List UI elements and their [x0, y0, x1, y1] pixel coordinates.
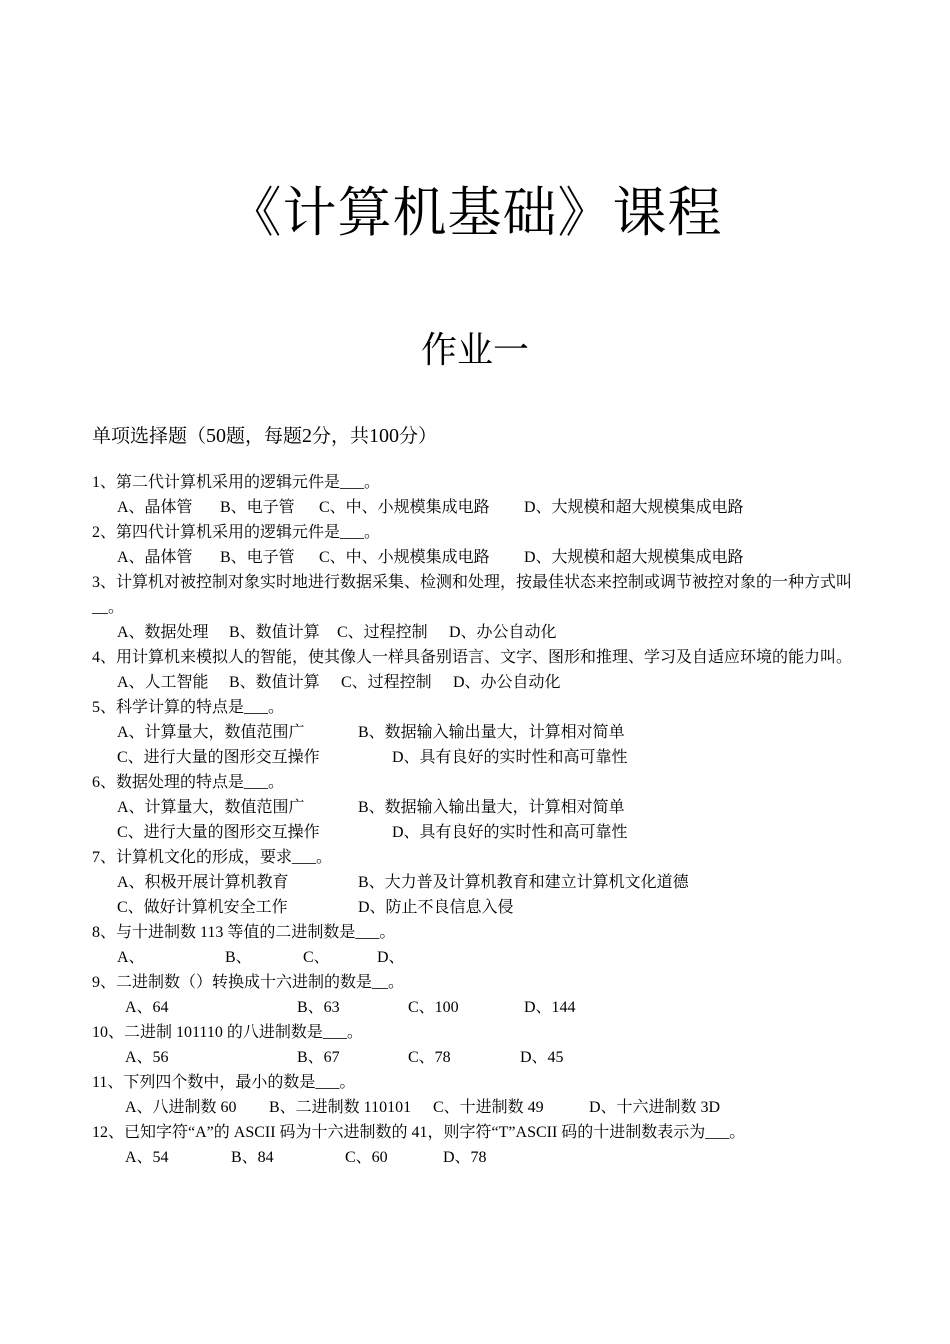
question-10-options — [92, 1045, 852, 1070]
question-5-options-row2 — [92, 745, 852, 770]
question-5: 5、科学计算的特点是___。 — [92, 699, 285, 716]
question-6-options-row2 — [92, 820, 852, 845]
option-a: A、64 — [125, 999, 169, 1016]
option-d: D、45 — [520, 1049, 564, 1066]
question-2: 2、第四代计算机采用的逻辑元件是___。 — [92, 524, 381, 541]
question-9-options — [92, 995, 852, 1020]
section-heading-suffix: 分） — [399, 425, 438, 447]
option-d: D、办公自动化 — [453, 674, 561, 691]
option-c: C、78 — [408, 1049, 451, 1066]
option-d: D、144 — [524, 999, 576, 1016]
option-b: B、67 — [297, 1049, 340, 1066]
document-subtitle: 作业一 — [420, 330, 529, 371]
option-d: D、大规模和超大规模集成电路 — [524, 549, 744, 566]
option-b: B、数据输入输出量大，计算相对简单 — [358, 724, 625, 741]
option-a: A、晶体管 — [117, 499, 193, 516]
question-9: 9、二进制数（）转换成十六进制的数是__。 — [92, 974, 405, 991]
option-a: A、积极开展计算机教育 — [117, 874, 289, 891]
option-b: B、大力普及计算机教育和建立计算机文化道德 — [358, 874, 689, 891]
option-d: D、 — [377, 949, 405, 966]
question-3-options — [92, 620, 852, 645]
option-d: D、具有良好的实时性和高可靠性 — [392, 824, 628, 841]
question-1: 1、第二代计算机采用的逻辑元件是___。 — [92, 474, 381, 491]
question-8: 8、与十进制数 113 等值的二进制数是___。 — [92, 924, 396, 941]
question-8-options — [92, 945, 852, 970]
option-c: C、进行大量的图形交互操作 — [117, 749, 320, 766]
document-title: 《计算机基础》课程 — [227, 181, 723, 244]
option-b: B、数值计算 — [229, 624, 320, 641]
question-7: 7、计算机文化的形成，要求___。 — [92, 849, 333, 866]
question-7-options-row2 — [92, 895, 852, 920]
option-c: C、中、小规模集成电路 — [319, 549, 490, 566]
option-c: C、100 — [408, 999, 459, 1016]
question-11-options — [92, 1095, 852, 1120]
section-points-each: 2 — [302, 425, 313, 447]
question-4-options — [92, 670, 852, 695]
option-b: B、电子管 — [220, 549, 295, 566]
option-a: A、人工智能 — [117, 674, 209, 691]
option-b: B、 — [225, 949, 252, 966]
question-12-options — [92, 1145, 852, 1170]
option-a: A、 — [117, 949, 145, 966]
option-c: C、做好计算机安全工作 — [117, 899, 288, 916]
option-c: C、十进制数 49 — [433, 1099, 544, 1116]
option-b: B、数值计算 — [229, 674, 320, 691]
question-11: 11、下列四个数中，最小的数是___。 — [92, 1074, 356, 1091]
option-b: B、84 — [231, 1149, 274, 1166]
question-4: 4、用计算机来模拟人的智能，使其像人一样具备别语言、文字、图形和推理、学习及自适应环境的能力叫。 — [92, 649, 853, 666]
option-c: C、60 — [345, 1149, 388, 1166]
option-d: D、具有良好的实时性和高可靠性 — [392, 749, 628, 766]
option-b: B、二进制数 110101 — [269, 1099, 412, 1116]
option-d: D、78 — [443, 1149, 487, 1166]
option-d: D、大规模和超大规模集成电路 — [524, 499, 744, 516]
section-heading-prefix: 单项选择题（ — [92, 425, 207, 447]
question-1-options — [92, 495, 852, 520]
question-2-options — [92, 545, 852, 570]
option-a: A、八进制数 60 — [125, 1099, 237, 1116]
question-list — [92, 470, 852, 1170]
option-d: D、防止不良信息入侵 — [358, 899, 514, 916]
question-7-options-row1 — [92, 870, 852, 895]
section-question-count: 50 — [206, 425, 227, 447]
question-3: 3、计算机对被控制对象实时地进行数据采集、检测和处理，按最佳状态来控制或调节被控对象的一种方式叫__。 — [92, 574, 853, 616]
option-a: A、54 — [125, 1149, 169, 1166]
option-d: D、十六进制数 3D — [589, 1099, 721, 1116]
option-a: A、56 — [125, 1049, 169, 1066]
option-b: B、63 — [297, 999, 340, 1016]
option-c: C、过程控制 — [341, 674, 432, 691]
question-5-options-row1 — [92, 720, 852, 745]
section-heading-mid2: 分，共 — [312, 425, 370, 447]
question-10: 10、二进制 101110 的八进制数是___。 — [92, 1024, 363, 1041]
option-b: B、数据输入输出量大，计算相对简单 — [358, 799, 625, 816]
option-c: C、中、小规模集成电路 — [319, 499, 490, 516]
question-12: 12、已知字符“A”的 ASCII 码为十六进制数的 41，则字符“T”ASCII 码的十进制数表示为___。 — [92, 1124, 746, 1141]
question-6: 6、数据处理的特点是___。 — [92, 774, 285, 791]
option-a: A、数据处理 — [117, 624, 209, 641]
option-d: D、办公自动化 — [449, 624, 557, 641]
option-c: C、 — [303, 949, 330, 966]
section-heading — [92, 421, 437, 451]
option-c: C、进行大量的图形交互操作 — [117, 824, 320, 841]
section-heading-mid1: 题，每题 — [226, 425, 303, 447]
option-a: A、计算量大，数值范围广 — [117, 724, 305, 741]
option-c: C、过程控制 — [337, 624, 428, 641]
option-b: B、电子管 — [220, 499, 295, 516]
section-total-points: 100 — [369, 425, 400, 447]
option-a: A、晶体管 — [117, 549, 193, 566]
option-a: A、计算量大，数值范围广 — [117, 799, 305, 816]
question-6-options-row1 — [92, 795, 852, 820]
